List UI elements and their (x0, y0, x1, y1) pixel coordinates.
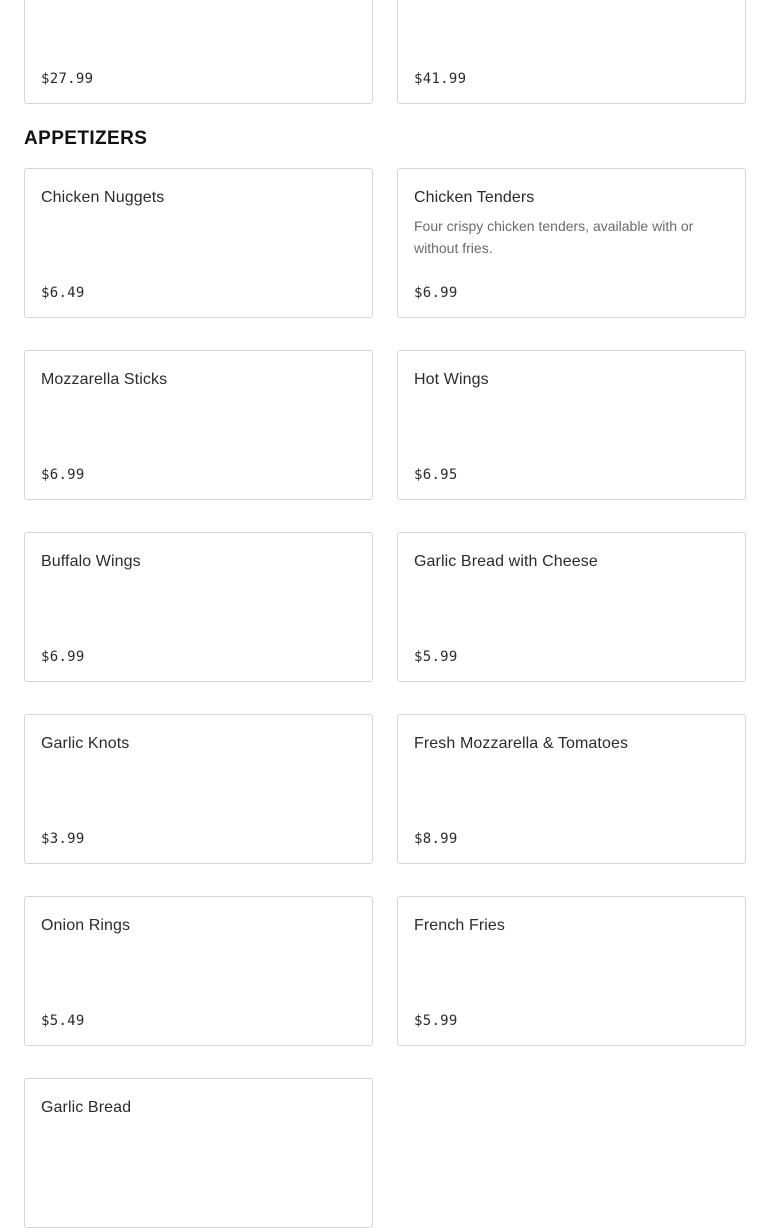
item-name: Chicken Nuggets (41, 189, 165, 206)
menu-item-card[interactable] (24, 350, 373, 500)
item-price: $41.99 (414, 71, 467, 87)
menu-item-card[interactable] (24, 532, 373, 682)
item-name: Hot Wings (414, 371, 489, 388)
item-price: $5.99 (414, 649, 458, 665)
item-name: Onion Rings (41, 917, 131, 934)
item-name: Buffalo Wings (41, 553, 141, 570)
menu-item-card[interactable] (397, 532, 746, 682)
item-name: Garlic Bread (41, 1099, 132, 1116)
menu-item-card[interactable] (397, 0, 746, 104)
item-price: $6.95 (414, 467, 458, 483)
item-description: Four crispy chicken tenders, available with or without fries. (414, 218, 694, 256)
item-price: $6.99 (41, 649, 85, 665)
item-price: $27.99 (41, 71, 94, 87)
item-name: Chicken Tenders (414, 189, 535, 206)
menu-item-card[interactable] (397, 714, 746, 864)
item-name: Garlic Bread with Cheese (414, 553, 598, 570)
item-price: $5.99 (414, 1013, 458, 1029)
menu-item-card[interactable] (397, 350, 746, 500)
item-price: $6.99 (41, 467, 85, 483)
item-name: French Fries (414, 917, 505, 934)
menu-item-card[interactable] (24, 896, 373, 1046)
menu-item-card[interactable] (24, 714, 373, 864)
item-name: Garlic Knots (41, 735, 130, 752)
item-price: $6.99 (414, 285, 458, 301)
item-price: $6.49 (41, 285, 85, 301)
item-price: $5.49 (41, 1013, 85, 1029)
item-price: $8.99 (414, 831, 458, 847)
menu-item-card[interactable] (24, 1078, 373, 1228)
item-price: $3.99 (41, 831, 85, 847)
menu-item-card[interactable] (24, 168, 373, 318)
menu-item-card[interactable] (24, 0, 373, 104)
menu-item-card[interactable] (397, 896, 746, 1046)
menu-item-card[interactable] (397, 168, 746, 318)
item-name: Mozzarella Sticks (41, 371, 168, 388)
section-title-appetizers: APPETIZERS (24, 128, 148, 149)
item-name: Fresh Mozzarella & Tomatoes (414, 735, 629, 752)
